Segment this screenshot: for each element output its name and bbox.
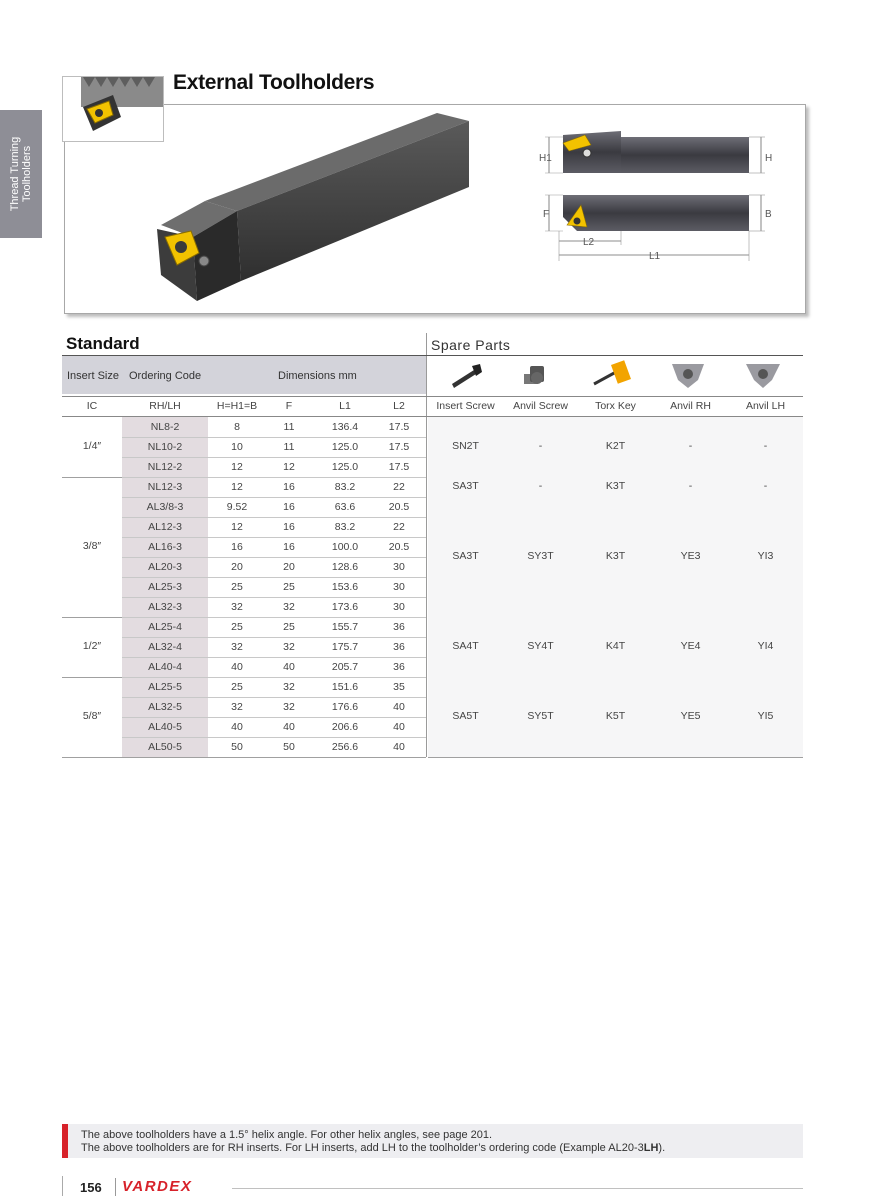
dimension-value: 206.6 — [331, 721, 359, 733]
torx-key-icon — [594, 360, 631, 384]
dimension-value: 153.6 — [331, 581, 359, 593]
dimension-value: 16 — [283, 481, 295, 493]
spare-part-value: SY3T — [527, 550, 554, 562]
dimension-value: 32 — [231, 701, 243, 713]
dimension-value: 32 — [283, 681, 295, 693]
dim-h-label: H — [765, 153, 773, 164]
insert-size-ic: 3/8″ — [82, 540, 102, 552]
dimension-value: 36 — [393, 641, 405, 653]
dimension-value: 125.0 — [331, 441, 359, 453]
dimension-value: 30 — [393, 601, 405, 613]
ordering-code: NL12-3 — [147, 481, 183, 493]
ordering-code: AL25-5 — [148, 681, 182, 693]
spare-part-value: SY4T — [527, 640, 554, 652]
dimension-value: 30 — [393, 561, 405, 573]
dimension-value: 12 — [231, 521, 243, 533]
toolholder-image-panel — [64, 104, 806, 314]
row-rule — [122, 577, 426, 578]
dimension-value: 17.5 — [388, 441, 410, 453]
dimension-value: 32 — [283, 701, 295, 713]
dimension-value: 100.0 — [331, 541, 359, 553]
dimension-value: 151.6 — [331, 681, 359, 693]
col-anvil-screw: Anvil Screw — [513, 400, 568, 412]
group-rule — [62, 757, 426, 758]
ordering-code: AL50-5 — [148, 741, 182, 753]
header-rule-top — [62, 396, 803, 397]
col-anvil-rh: Anvil RH — [670, 400, 711, 412]
ordering-code: AL40-5 — [148, 721, 182, 733]
dimension-value: 17.5 — [388, 461, 410, 473]
dimension-value: 136.4 — [331, 421, 359, 433]
dimension-value: 205.7 — [331, 661, 359, 673]
spare-part-value: YI5 — [757, 710, 774, 722]
dimension-value: 20.5 — [388, 541, 410, 553]
anvil-lh-icon — [746, 364, 780, 388]
spare-part-value: K3T — [605, 480, 626, 492]
spare-part-value: - — [763, 480, 768, 492]
dimension-value: 16 — [283, 501, 295, 513]
insert-size-ic: 1/2″ — [82, 640, 102, 652]
spare-part-value: - — [688, 440, 693, 452]
anvil-rh-icon — [672, 364, 704, 388]
dimension-value: 10 — [231, 441, 243, 453]
col-h: H=H1=B — [216, 400, 258, 412]
dimension-value: 40 — [231, 721, 243, 733]
row-rule — [122, 717, 426, 718]
brand-logo: VARDEX — [122, 1178, 193, 1195]
dim-l2-label: L2 — [583, 237, 595, 248]
col-rhlh: RH/LH — [149, 400, 181, 412]
spare-part-value: K5T — [605, 710, 626, 722]
row-rule — [122, 557, 426, 558]
dimension-value: 25 — [231, 621, 243, 633]
dimension-value: 22 — [393, 521, 405, 533]
spare-part-value: SA3T — [452, 550, 479, 562]
footnote-box — [62, 1124, 803, 1158]
ordering-code: NL8-2 — [150, 421, 180, 433]
toolholder-illustration — [65, 105, 805, 313]
dimension-value: 25 — [283, 621, 295, 633]
dimension-value: 155.7 — [331, 621, 359, 633]
dimension-value: 22 — [393, 481, 405, 493]
dimension-value: 11 — [283, 441, 295, 453]
dimension-value: 20.5 — [388, 501, 410, 513]
row-rule — [122, 677, 426, 678]
dimension-value: 32 — [283, 601, 295, 613]
header-dimensions: Dimensions mm — [278, 370, 357, 382]
dimension-value: 12 — [283, 461, 295, 473]
dimension-value: 40 — [393, 741, 405, 753]
col-anvil-lh: Anvil LH — [745, 400, 786, 412]
dimension-value: 63.6 — [334, 501, 356, 513]
dim-f-label: F — [543, 209, 550, 220]
spare-part-value: YI3 — [757, 550, 774, 562]
spare-parts-icons — [428, 356, 803, 394]
dimension-value: 40 — [283, 721, 295, 733]
dimension-value: 40 — [283, 661, 295, 673]
row-rule — [122, 657, 426, 658]
ordering-code: AL25-3 — [148, 581, 182, 593]
row-rule — [122, 477, 426, 478]
dimension-value: 32 — [283, 641, 295, 653]
dimension-value: 35 — [393, 681, 405, 693]
spare-part-value: K3T — [605, 550, 626, 562]
footer-divider — [115, 1178, 116, 1196]
insert-screw-icon — [452, 364, 482, 388]
dimension-value: 176.6 — [331, 701, 359, 713]
col-l2: L2 — [393, 400, 405, 412]
dimension-value: 9.52 — [226, 501, 248, 513]
footnote-accent-bar — [62, 1124, 68, 1158]
ordering-code: AL32-5 — [148, 701, 182, 713]
dimension-value: 12 — [231, 461, 243, 473]
dimension-value: 83.2 — [334, 481, 356, 493]
col-torx-key: Torx Key — [595, 400, 636, 412]
dimension-value: 40 — [393, 701, 405, 713]
dimension-value: 8 — [234, 421, 240, 433]
dimension-value: 20 — [283, 561, 295, 573]
dimension-value: 125.0 — [331, 461, 359, 473]
dim-h1-label: H1 — [539, 153, 552, 164]
spare-parts-heading: Spare Parts — [431, 337, 511, 353]
footer-divider-left — [62, 1176, 63, 1196]
dimension-value: 17.5 — [388, 421, 410, 433]
dimension-value: 16 — [231, 541, 243, 553]
ordering-code: NL12-2 — [147, 461, 183, 473]
insert-size-ic: 1/4″ — [82, 440, 102, 452]
row-rule — [122, 637, 426, 638]
insert-size-ic: 5/8″ — [82, 710, 102, 722]
header-ordering-code: Ordering Code — [129, 370, 202, 382]
dimension-value: 25 — [231, 681, 243, 693]
dim-l1-label: L1 — [649, 251, 661, 262]
spare-part-value: SA5T — [452, 710, 479, 722]
dimension-value: 83.2 — [334, 521, 356, 533]
ordering-code: AL3/8-3 — [146, 501, 184, 513]
dimension-value: 11 — [283, 421, 295, 433]
dimension-value: 25 — [231, 581, 243, 593]
row-rule — [122, 697, 426, 698]
spare-part-value: SA3T — [452, 480, 479, 492]
col-ic: IC — [86, 400, 98, 412]
side-tab-label: Thread Turning Toolholders — [9, 136, 33, 212]
standard-heading: Standard — [66, 334, 140, 353]
col-l1: L1 — [339, 400, 351, 412]
row-rule — [122, 537, 426, 538]
dimension-value: 40 — [231, 661, 243, 673]
dimension-value: 20 — [231, 561, 243, 573]
ordering-code: AL25-4 — [148, 621, 182, 633]
dimension-value: 173.6 — [331, 601, 359, 613]
row-rule — [122, 597, 426, 598]
page-title: External Toolholders — [173, 71, 375, 94]
dimension-value: 30 — [393, 581, 405, 593]
row-rule — [122, 617, 426, 618]
ordering-code: AL32-3 — [148, 601, 182, 613]
spare-part-value: - — [538, 480, 543, 492]
dimension-value: 256.6 — [331, 741, 359, 753]
dimension-value: 50 — [283, 741, 295, 753]
dimension-value: 12 — [231, 481, 243, 493]
row-rule — [122, 497, 426, 498]
spare-block-rule — [428, 757, 803, 758]
dimension-value: 32 — [231, 641, 243, 653]
ordering-code: AL20-3 — [148, 561, 182, 573]
thread-insert-thumbnail — [62, 76, 164, 142]
dimension-value: 36 — [393, 621, 405, 633]
dimension-value: 175.7 — [331, 641, 359, 653]
spare-part-value: K2T — [605, 440, 626, 452]
page-number: 156 — [80, 1180, 102, 1195]
spare-part-value: SN2T — [452, 440, 479, 452]
spare-part-value: - — [538, 440, 543, 452]
col-insert-screw: Insert Screw — [436, 400, 495, 412]
ordering-code: NL10-2 — [147, 441, 183, 453]
row-rule — [122, 737, 426, 738]
spare-part-value: YE4 — [680, 640, 701, 652]
ordering-code: AL12-3 — [148, 521, 182, 533]
row-rule — [122, 517, 426, 518]
row-rule — [122, 457, 426, 458]
dimension-value: 32 — [231, 601, 243, 613]
spare-part-value: YI4 — [757, 640, 774, 652]
spare-part-value: SA4T — [452, 640, 479, 652]
dim-b-label: B — [765, 209, 772, 220]
dimension-value: 40 — [393, 721, 405, 733]
ordering-code: AL16-3 — [148, 541, 182, 553]
dimension-value: 16 — [283, 541, 295, 553]
spare-part-value: YE5 — [680, 710, 701, 722]
spare-part-value: YE3 — [680, 550, 701, 562]
dimension-value: 16 — [283, 521, 295, 533]
footer-rule — [232, 1188, 803, 1189]
ordering-code: AL40-4 — [148, 661, 182, 673]
spare-part-value: K4T — [605, 640, 626, 652]
footnote-line-2: The above toolholders are for RH inserts. For LH inserts, add LH to the toolholder’s ordering code (Example AL20-3LH). — [81, 1142, 666, 1154]
dimension-value: 50 — [231, 741, 243, 753]
spare-part-value: SY5T — [527, 710, 554, 722]
footnote-line-1: The above toolholders have a 1.5° helix angle. For other helix angles, see page 201. — [81, 1129, 493, 1141]
col-f: F — [285, 400, 293, 412]
section-side-tab — [0, 110, 42, 238]
dimension-value: 36 — [393, 661, 405, 673]
spare-part-value: - — [763, 440, 768, 452]
row-rule — [122, 437, 426, 438]
dimension-value: 128.6 — [331, 561, 359, 573]
anvil-screw-icon — [524, 366, 544, 384]
dimension-value: 25 — [283, 581, 295, 593]
spare-part-value: - — [688, 480, 693, 492]
ordering-code: AL32-4 — [148, 641, 182, 653]
header-insert-size: Insert Size — [67, 370, 119, 382]
